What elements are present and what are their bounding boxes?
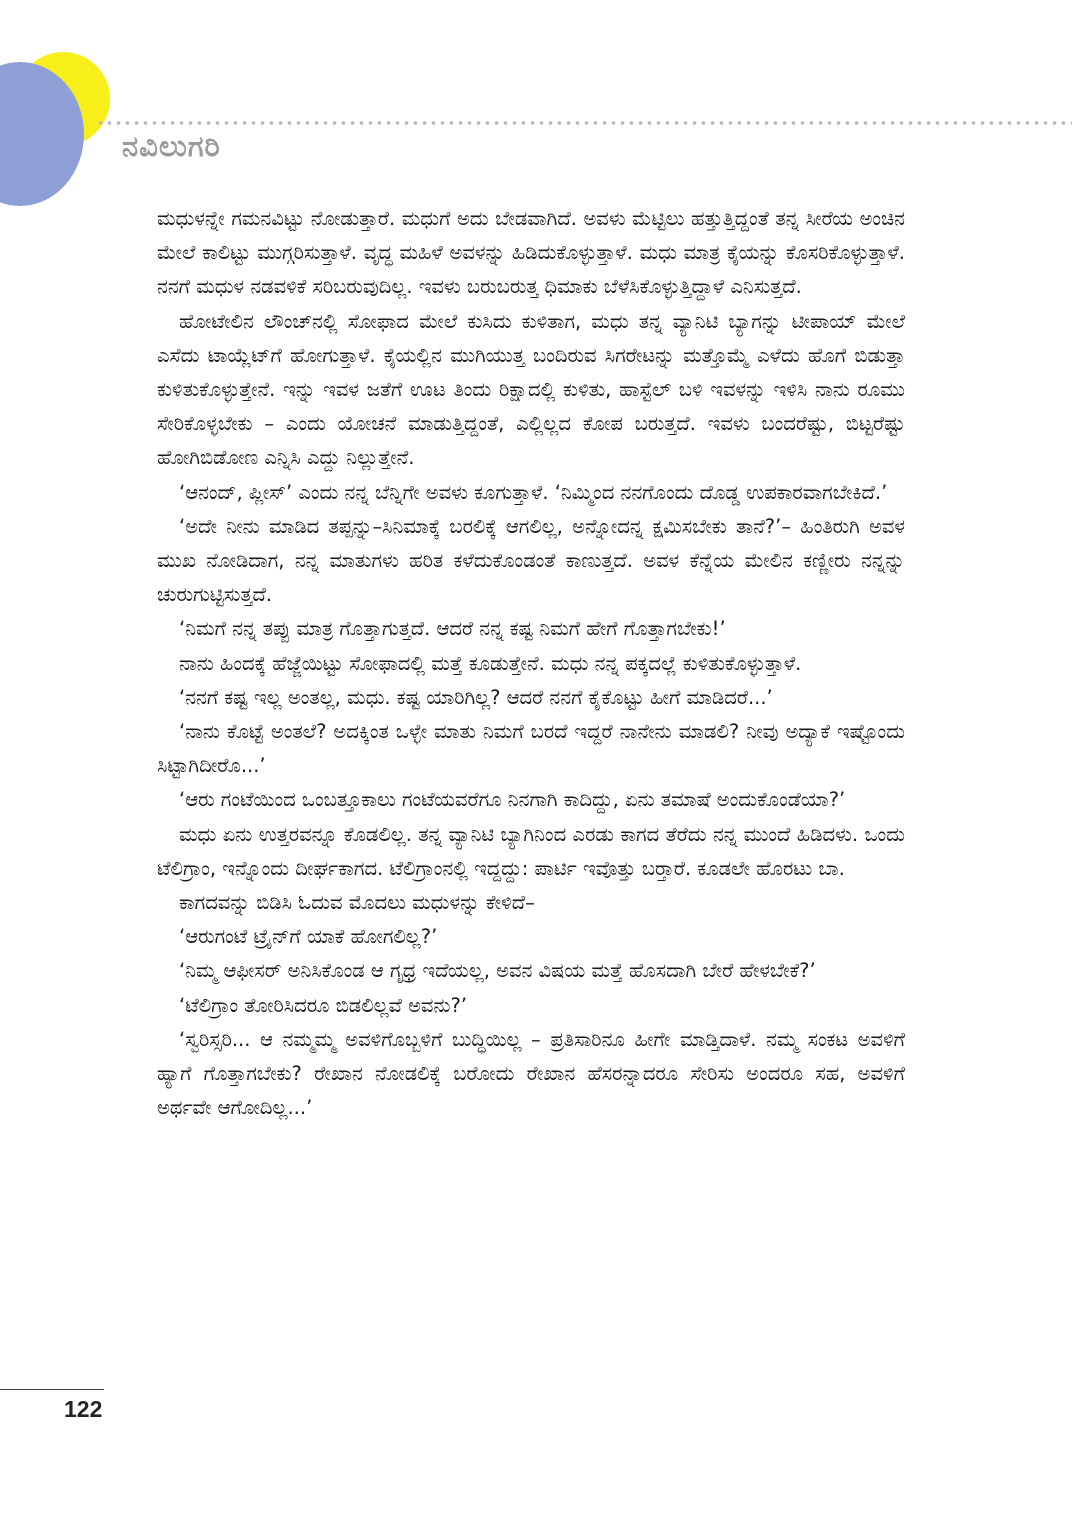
paragraph: ‘ಸ್ವರಿಸ್ಸರಿ... ಆ ನಮ್ಮಮ್ಮ ಅವಳಿಗೊಬ್ಬಳಿಗೆ ಬುದ್ಧಿಯಿಲ್ಲ – ಪ್ರತಿಸಾರಿನೂ ಹೀಗೇ ಮಾಡ್ತಿದಾಳೆ. ನಮ್ಮ ಸಂಕಟ ಅವಳಿಗೆ ಹ್ಯಾಗೆ ಗೊತ್ತಾಗಬೇಕು? ರೇಖಾನ ನೋಡಲಿಕ್ಕೆ ಬರೋದು ರೇಖಾನ ಹೆಸರನ್ನಾದರೂ ಸೇರಿಸು ಅಂದರೂ ಸಹ, ಅವಳಿಗೆ ಅರ್ಥವೇ ಆಗೋದಿಲ್ಲ...’	[157, 1027, 905, 1120]
footer-rule	[0, 1389, 104, 1390]
paragraph: ‘ಆನಂದ್, ಪ್ಲೀಸ್’ ಎಂದು ನನ್ನ ಬೆನ್ನಿಗೇ ಅವಳು ಕೂಗುತ್ತಾಳೆ. ‘ನಿಮ್ಮಿಂದ ನನಗೊಂದು ದೊಡ್ಡ ಉಪಕಾರವಾಗಬೇಕಿದೆ.’	[179, 480, 888, 504]
paragraph: ಮಧು ಏನು ಉತ್ತರವನ್ನೂ ಕೊಡಲಿಲ್ಲ. ತನ್ನ ವ್ಯಾನಿಟಿ ಬ್ಯಾಗಿನಿಂದ ಎರಡು ಕಾಗದ ತೆರೆದು ನನ್ನ ಮುಂದೆ ಹಿಡಿದಳು. ಒಂದು ಟೆಲಿಗ್ರಾಂ, ಇನ್ನೊಂದು ದೀರ್ಘಕಾಗದ. ಟೆಲಿಗ್ರಾಂನಲ್ಲಿ ಇದ್ದದ್ದು: ಪಾರ್ಟಿ ಇವೊತ್ತು ಬರ್‍ತಾರೆ. ಕೂಡಲೇ ಹೊರಟು ಬಾ.	[157, 822, 905, 880]
paragraph: ‘ನಾನು ಕೊಟ್ಟೆ ಅಂತಲೆ? ಅದಕ್ಕಿಂತ ಒಳ್ಳೇ ಮಾತು ನಿಮಗೆ ಬರದೆ ಇದ್ದರೆ ನಾನೇನು ಮಾಡಲಿ? ನೀವು ಅದ್ಯಾಕೆ ಇಷ್ಟೊಂದು ಸಿಟ್ಟಾಗಿದೀರೊ...’	[157, 720, 905, 778]
dotted-header-rule	[96, 120, 1072, 126]
paragraph: ಹೋಟೇಲಿನ ಲೌಂಚ್‌ನಲ್ಲಿ ಸೋಫಾದ ಮೇಲೆ ಕುಸಿದು ಕುಳಿತಾಗ, ಮಧು ತನ್ನ ವ್ಯಾನಿಟಿ ಬ್ಯಾಗನ್ನು ಟೀಪಾಯ್ ಮೇಲೆ ಎಸೆದು ಟಾಯ್ಲೆಟ್‌ಗೆ ಹೋಗುತ್ತಾಳೆ. ಕೈಯಲ್ಲಿನ ಮುಗಿಯುತ್ತ ಬಂದಿರುವ ಸಿಗರೇಟನ್ನು ಮತ್ತೊಮ್ಮೆ ಎಳೆದು ಹೊಗೆ ಬಿಡುತ್ತಾ ಕುಳಿತುಕೊಳ್ಳುತ್ತೇನೆ. ಇನ್ನು ಇವಳ ಜತೆಗೆ ಊಟ ತಿಂದು ರಿಕ್ಷಾದಲ್ಲಿ ಕುಳಿತು, ಹಾಸ್ಟೆಲ್ ಬಳಿ ಇವಳನ್ನು ಇಳಿಸಿ ನಾನು ರೂಮು ಸೇರಿಕೊಳ್ಳಬೇಕು – ಎಂದು ಯೋಚನೆ ಮಾಡುತ್ತಿದ್ದಂತೆ, ಎಲ್ಲಿಲ್ಲದ ಕೋಪ ಬರುತ್ತದೆ. ಇವಳು ಬಂದರೆಷ್ಟು, ಬಿಟ್ಟರೆಷ್ಟು ಹೋಗಿಬಿಡೋಣ ಎನ್ನಿಸಿ ಎದ್ದು ನಿಲ್ಲುತ್ತೇನೆ.	[157, 309, 905, 470]
paragraph: ‘ಟೆಲಿಗ್ರಾಂ ತೋರಿಸಿದರೂ ಬಿಡಲಿಲ್ಲವೆ ಅವನು?’	[179, 993, 468, 1017]
section-title: ನವಿಲುಗರಿ	[122, 129, 221, 163]
paragraph: ನಾನು ಹಿಂದಕ್ಕೆ ಹೆಜ್ಜೆಯಿಟ್ಟು ಸೋಫಾದಲ್ಲಿ ಮತ್ತೆ ಕೂಡುತ್ತೇನೆ. ಮಧು ನನ್ನ ಪಕ್ಕದಲ್ಲೆ ಕುಳಿತುಕೊಳ್ಳುತ್ತಾಳೆ.	[179, 651, 802, 675]
paragraph: ‘ನನಗೆ ಕಷ್ಟ ಇಲ್ಲ ಅಂತಲ್ಲ, ಮಧು. ಕಷ್ಟ ಯಾರಿಗಿಲ್ಲ? ಆದರೆ ನನಗೆ ಕೈಕೊಟ್ಟು ಹೀಗೆ ಮಾಡಿದರೆ...’	[179, 685, 773, 709]
body-text	[157, 202, 905, 1125]
page-number: 122	[64, 1396, 103, 1422]
paragraph: ‘ಅದೇ ನೀನು ಮಾಡಿದ ತಪ್ಪನ್ನು–ಸಿನಿಮಾಕ್ಕೆ ಬರಲಿಕ್ಕೆ ಆಗಲಿಲ್ಲ, ಅನ್ನೋದನ್ನ ಕ್ಷಮಿಸಬೇಕು ತಾನೆ?’– ಹಿಂತಿರುಗಿ ಅವಳ ಮುಖ ನೋಡಿದಾಗ, ನನ್ನ ಮಾತುಗಳು ಹರಿತ ಕಳೆದುಕೊಂಡಂತೆ ಕಾಣುತ್ತದೆ. ಅವಳ ಕೆನ್ನೆಯ ಮೇಲಿನ ಕಣ್ಣೀರು ನನ್ನನ್ನು ಚುರುಗುಟ್ಟಿಸುತ್ತದೆ.	[157, 514, 905, 607]
paragraph: ‘ನಿಮ್ಮ ಆಫೀಸರ್ ಅನಿಸಿಕೊಂಡ ಆ ಗೃಧ್ರ ಇದೆಯಲ್ಲ, ಅವನ ವಿಷಯ ಮತ್ತೆ ಹೊಸದಾಗಿ ಬೇರೆ ಹೇಳಬೇಕೆ?’	[179, 959, 816, 983]
paragraph: ‘ಆರು ಗಂಟೆಯಿಂದ ಒಂಬತ್ತೂಕಾಲು ಗಂಟೆಯವರೆಗೂ ನಿನಗಾಗಿ ಕಾದಿದ್ದು, ಏನು ತಮಾಷೆ ಅಂದುಕೊಂಡೆಯಾ?’	[179, 788, 846, 812]
paragraph: ‘ನಿಮಗೆ ನನ್ನ ತಪ್ಪು ಮಾತ್ರ ಗೊತ್ತಾಗುತ್ತದೆ. ಆದರೆ ನನ್ನ ಕಷ್ಟ ನಿಮಗೆ ಹೇಗೆ ಗೊತ್ತಾಗಬೇಕು!’	[179, 617, 726, 641]
paragraph: ‘ಆರುಗಂಟೆ ಟ್ರೈನ್‌ಗೆ ಯಾಕೆ ಹೋಗಲಿಲ್ಲ?’	[179, 925, 438, 949]
paragraph: ಮಧುಳನ್ನೇ ಗಮನವಿಟ್ಟು ನೋಡುತ್ತಾರೆ. ಮಧುಗೆ ಅದು ಬೇಡವಾಗಿದೆ. ಅವಳು ಮೆಟ್ಟಿಲು ಹತ್ತುತ್ತಿದ್ದಂತೆ ತನ್ನ ಸೀರೆಯ ಅಂಚಿನ ಮೇಲೆ ಕಾಲಿಟ್ಟು ಮುಗ್ಗರಿಸುತ್ತಾಳೆ. ವೃದ್ಧ ಮಹಿಳೆ ಅವಳನ್ನು ಹಿಡಿದುಕೊಳ್ಳುತ್ತಾಳೆ. ಮಧು ಮಾತ್ರ ಕೈಯನ್ನು ಕೊಸರಿಕೊಳ್ಳುತ್ತಾಳೆ. ನನಗೆ ಮಧುಳ ನಡವಳಿಕೆ ಸರಿಬರುವುದಿಲ್ಲ. ಇವಳು ಬರುಬರುತ್ತ ಧಿಮಾಕು ಬೆಳೆಸಿಕೊಳ್ಳುತ್ತಿದ್ದಾಳೆ ಎನಿಸುತ್ತದೆ.	[157, 207, 905, 299]
paragraph: ಕಾಗದವನ್ನು ಬಿಡಿಸಿ ಓದುವ ಮೊದಲು ಮಧುಳನ್ನು ಕೇಳಿದೆ–	[179, 891, 535, 915]
